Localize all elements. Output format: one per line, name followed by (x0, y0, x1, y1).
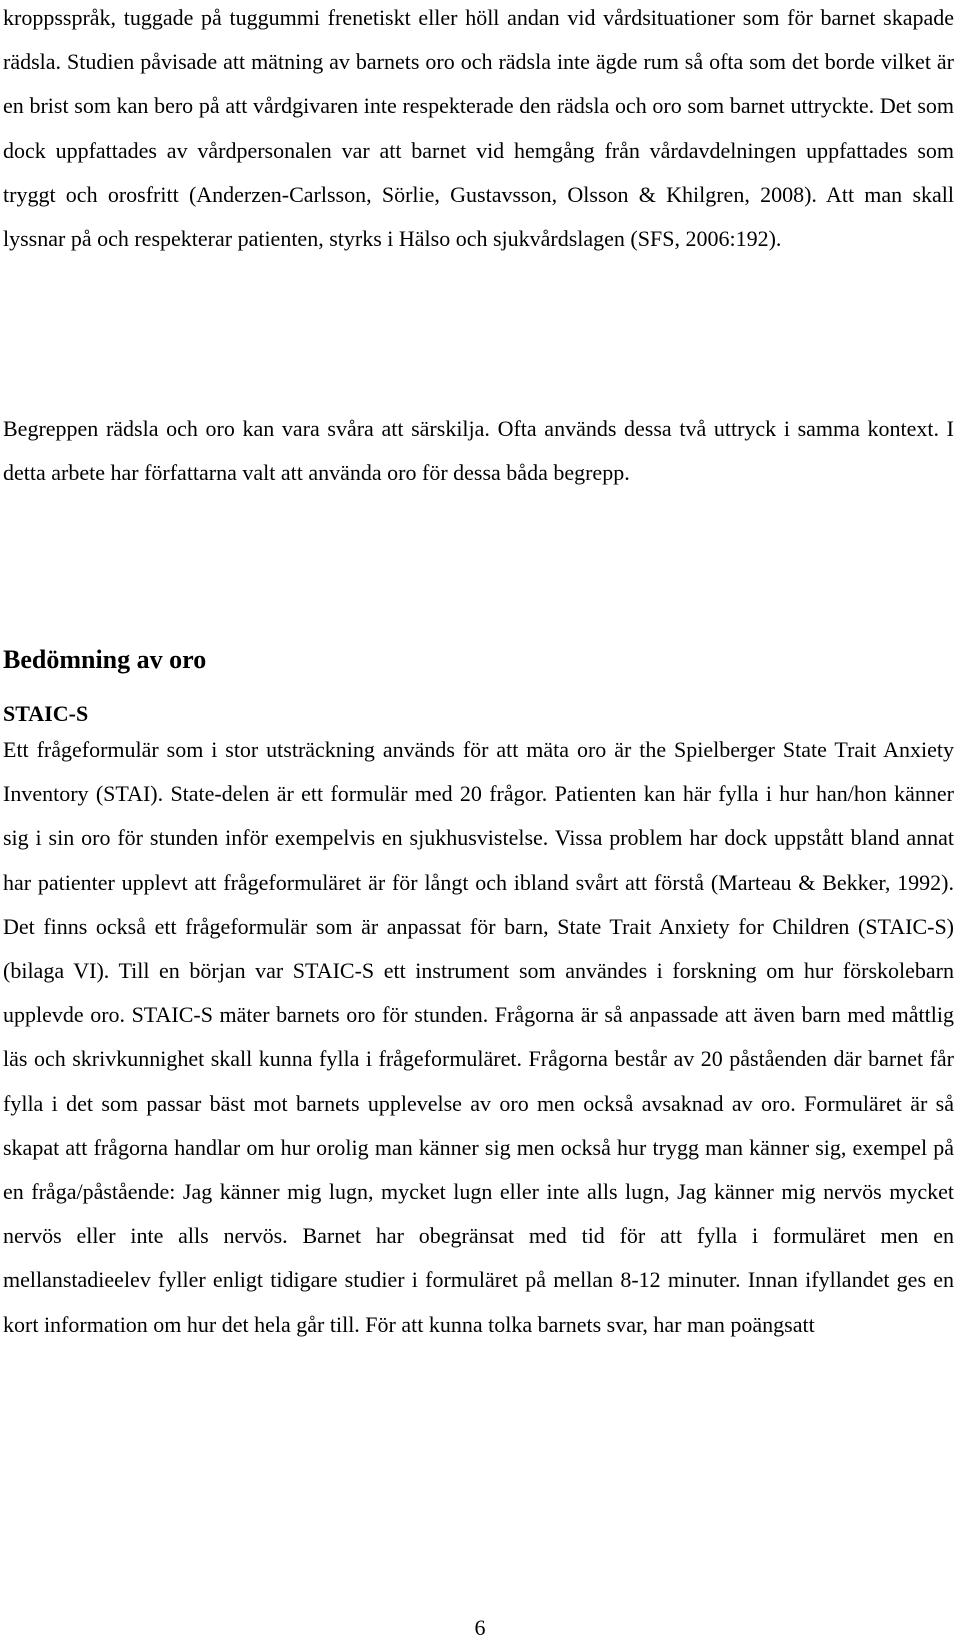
page-number: 6 (474, 1615, 486, 1640)
body-paragraph: kroppsspråk, tuggade på tuggummi frenetiskt eller höll andan vid vårdsituationer som för barnet skapade rädsla. Studien påvisade att mätning av barnets oro och rädsla inte ägde rum så ofta som det borde vilket är en brist som kan bero på att vårdgivaren inte respekterade den rädsla och oro som barnet uttryckte. Det som dock uppfattades av vårdpersonalen var att barnet vid hemgång från vårdavdelningen uppfattades som tryggt och orosfritt (Anderzen-Carlsson, Sörlie, Gustavsson, Olsson & Khilgren, 2008). Att man skall lyssnar på och respekterar patienten, styrks i Hälso och sjukvårdslagen (SFS, 2006:192). (3, 5, 954, 252)
body-paragraph: Begreppen rädsla och oro kan vara svåra att särskilja. Ofta används dessa två uttryck i samma kontext. I detta arbete har författarna valt att använda oro för dessa båda begrepp. (3, 416, 954, 486)
body-paragraph: Ett frågeformulär som i stor utsträckning används för att mäta oro är the Spielberger State Trait Anxiety Inventory (STAI). State-delen är ett formulär med 20 frågor. Patienten kan här fylla i hur han/hon känner sig i sin oro för stunden inför exempelvis en sjukhusvistelse. Vissa problem har dock uppstått bland annat har patienter upplevt att frågeformuläret är för långt och ibland svårt att förstå (Marteau & Bekker, 1992). Det finns också ett frågeformulär som är anpassat för barn, State Trait Anxiety for Children (STAIC-S) (bilaga VI). Till en början var STAIC-S ett instrument som användes i forskning om hur förskolebarn upplevde oro. STAIC-S mäter barnets oro för stunden. Frågorna är så anpassade att även barn med måttlig läs och skrivkunnighet skall kunna fylla i frågeformuläret. Frågorna består av 20 påståenden där barnet får fylla i det som passar bäst mot barnets upplevelse av oro men också avsaknad av oro. Formuläret är så skapat att frågorna handlar om hur orolig man känner sig men också hur trygg man känner sig, exempel på en fråga/påstående: Jag känner mig lugn, mycket lugn eller inte alls lugn, Jag känner mig nervös mycket nervös eller inte alls nervös. Barnet har obegränsat med tid för att fylla i formuläret men en mellanstadieelev fyller enligt tidigare studier i formuläret på mellan 8-12 minuter. Innan ifyllandet ges en kort information om hur det hela går till. För att kunna tolka barnets svar, har man poängsatt (3, 737, 954, 1337)
section-heading: Bedömning av oro (3, 645, 207, 674)
subsection-heading: STAIC-S (3, 701, 89, 726)
